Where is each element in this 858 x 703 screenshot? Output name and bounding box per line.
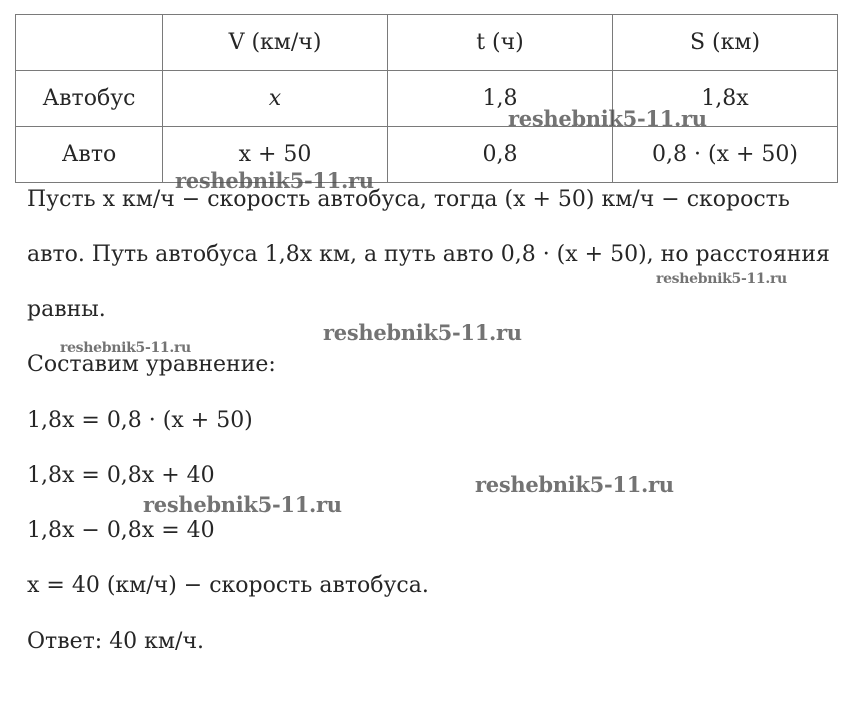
equation-line: 1,8x − 0,8x = 40 (27, 518, 215, 543)
answer-line: Ответ: 40 км/ч. (27, 629, 204, 654)
watermark: reshebnik5-11.ru (175, 168, 374, 193)
table-row (16, 71, 838, 127)
solution-text-line: Пусть x км/ч − скорость автобуса, тогда (x + 50) км/ч − скорость (27, 187, 790, 212)
watermark: reshebnik5-11.ru (475, 472, 674, 497)
result-line: x = 40 (км/ч) − скорость автобуса. (27, 573, 429, 598)
watermark: reshebnik5-11.ru (656, 271, 787, 287)
table-cell: 1,8x (613, 71, 838, 127)
table-header-cell: t (ч) (388, 15, 613, 71)
equation-line: 1,8x = 0,8 · (x + 50) (27, 408, 253, 433)
data-table (15, 14, 838, 183)
solution-text-line: авто. Путь автобуса 1,8x км, а путь авто 0,8 · (x + 50), но расстояния (27, 242, 830, 267)
watermark: reshebnik5-11.ru (143, 492, 342, 517)
watermark: reshebnik5-11.ru (323, 320, 522, 345)
solution-text-line: равны. (27, 297, 106, 322)
table-cell: 0,8 · (x + 50) (613, 127, 838, 183)
table-cell: Авто (16, 127, 163, 183)
watermark: reshebnik5-11.ru (60, 340, 191, 356)
table-header-row (16, 15, 838, 71)
equation-line: 1,8x = 0,8x + 40 (27, 463, 215, 488)
table-cell: x (163, 71, 388, 127)
table-cell: x + 50 (163, 127, 388, 183)
table-row (16, 127, 838, 183)
solution-text-line: Составим уравнение: (27, 352, 276, 377)
table-header-cell (16, 15, 163, 71)
watermark: reshebnik5-11.ru (508, 106, 707, 131)
table-header-cell: V (км/ч) (163, 15, 388, 71)
table-cell: Автобус (16, 71, 163, 127)
table-header-cell: S (км) (613, 15, 838, 71)
table-cell: 0,8 (388, 127, 613, 183)
table-cell: 1,8 (388, 71, 613, 127)
